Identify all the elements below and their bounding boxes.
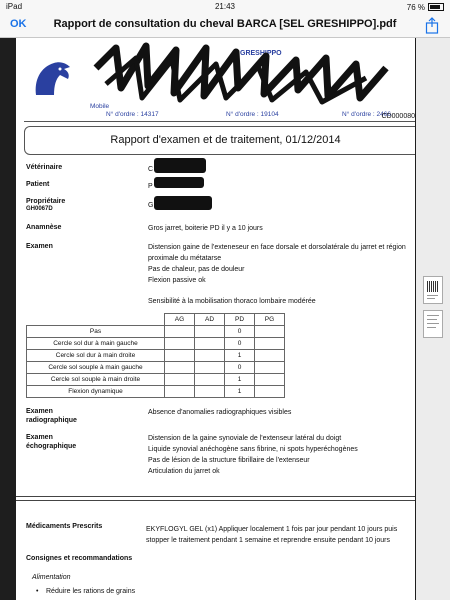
share-icon[interactable] (423, 16, 441, 34)
status-bar (0, 0, 450, 13)
page-thumbnail-2[interactable] (423, 310, 443, 338)
document-id: CD000080 (381, 113, 415, 120)
header-ordre-3: N° d'ordre : 2466 (342, 111, 392, 118)
lameness-table (26, 313, 285, 398)
page-thumbnails (416, 38, 450, 600)
table-row (27, 338, 285, 350)
row-label: Cercle sol dur à main gauche (27, 338, 165, 350)
clinic-name: GRESHIPPO (240, 50, 282, 57)
battery-percent: 76 % (406, 3, 425, 12)
table-cell (165, 374, 195, 386)
row-label: Cercle sol souple à main gauche (27, 362, 165, 374)
row-label: Cercle sol souple à main droite (27, 374, 165, 386)
table-cell (165, 362, 195, 374)
column-header: AD (195, 314, 225, 326)
table-cell (195, 386, 225, 398)
column-header: PD (225, 314, 255, 326)
meds-value: EKYFLOGYL GEL (x1) Appliquer localement 1 fois par jour pendant 10 jours puis stopper le traitement pendant 1 semaine et reprendre ensuite pendant 10 jours (146, 526, 398, 544)
row-label: Flexion dynamique (27, 386, 165, 398)
device-label: iPad (6, 2, 23, 11)
table-cell (255, 374, 285, 386)
row-label: Pas (27, 326, 165, 338)
page-thumbnail-1[interactable] (423, 276, 443, 304)
page-break-divider (16, 496, 415, 497)
header-mobile: Mobile (90, 103, 110, 110)
header-ordre-1: N° d'ordre : 14317 (106, 111, 159, 118)
examen-line: Distension gaine de l'exteneseur en face dorsale et dorsolatérale du jarret et région (148, 244, 406, 251)
thumbnail-line (427, 298, 435, 299)
header-divider (24, 121, 415, 122)
examen-line: Flexion passive ok (148, 277, 206, 284)
table-row (27, 374, 285, 386)
table-row (27, 386, 285, 398)
page-break-divider (16, 500, 415, 501)
redaction-block (154, 177, 204, 188)
echo-line: Liquide synovial anéchogène sans fibrine, ni spots hyperéchogènes (148, 446, 358, 453)
proprietaire-label: Propriétaire (26, 198, 66, 205)
table-cell (195, 350, 225, 362)
table-row (27, 326, 285, 338)
table-cell: 0 (225, 326, 255, 338)
table-corner (27, 314, 165, 326)
qr-code-icon (427, 281, 438, 292)
echo-line: Articulation du jarret ok (148, 468, 220, 475)
table-cell (255, 338, 285, 350)
veterinaire-label: Vétérinaire (26, 164, 63, 171)
table-cell (195, 362, 225, 374)
consignes-label: Consignes et recommandations (26, 555, 133, 562)
thumbnail-line (427, 327, 436, 328)
table-cell: 1 (225, 350, 255, 362)
redaction-block (154, 196, 212, 210)
echo-line: Pas de lésion de la structure fibrillaire de l'extenseur (148, 457, 310, 464)
table-cell (255, 386, 285, 398)
meds-label: Médicaments Prescrits (26, 523, 103, 530)
table-cell (255, 350, 285, 362)
pdf-page (16, 38, 415, 600)
battery-icon (428, 3, 444, 11)
table-cell: 1 (225, 386, 255, 398)
thumbnail-line (427, 319, 437, 320)
navigation-bar (0, 13, 450, 38)
header-ordre-2: N° d'ordre : 19104 (226, 111, 279, 118)
table-cell: 1 (225, 374, 255, 386)
row-label: Cercle sol dur à main droite (27, 350, 165, 362)
patient-label: Patient (26, 181, 50, 188)
redaction-scribble (76, 38, 406, 118)
table-cell (255, 362, 285, 374)
report-title: Rapport d'examen et de traitement, 01/12/2014 (24, 126, 415, 155)
proprietaire-value: G (148, 202, 154, 209)
anamnese-label: Anamnèse (26, 224, 62, 231)
table-cell (165, 326, 195, 338)
pdf-viewer[interactable] (0, 38, 450, 600)
alimentation-label: Alimentation (32, 574, 71, 581)
anamnese-value: Gros jarret, boiterie PD il y a 10 jours (148, 225, 263, 232)
table-row (27, 362, 285, 374)
echo-line: Distension de la gaine synoviale de l'extenseur latéral du doigt (148, 435, 342, 442)
clock: 21:43 (214, 2, 236, 11)
examen-label: Examen (26, 243, 53, 250)
table-header-row (27, 314, 285, 326)
examen-line: Sensibilité à la mobilisation thoraco lombaire modérée (148, 298, 316, 305)
echo-label: Examen (26, 434, 53, 441)
echo-label-2: échographique (26, 443, 77, 450)
patient-value: P (148, 183, 153, 190)
column-header: PG (255, 314, 285, 326)
table-cell (255, 326, 285, 338)
thumbnail-line (427, 323, 439, 324)
table-cell (195, 374, 225, 386)
table-cell (165, 350, 195, 362)
veterinaire-value: C (148, 166, 154, 173)
table-cell: 0 (225, 362, 255, 374)
table-cell: 0 (225, 338, 255, 350)
ok-button[interactable]: OK (10, 18, 27, 30)
radio-label: Examen (26, 408, 53, 415)
table-cell (195, 326, 225, 338)
thumbnail-line (427, 295, 438, 296)
thumbnail-line (427, 315, 439, 316)
examen-line: proximale du métatarse (148, 255, 222, 262)
horse-logo-icon (30, 55, 76, 99)
battery-status (407, 2, 444, 12)
examen-line: Pas de chaleur, pas de douleur (148, 266, 245, 273)
table-cell (165, 338, 195, 350)
radio-value: Absence d'anomalies radiographiques visibles (148, 409, 292, 416)
bullet-item: • Réduire les rations de grains (46, 588, 135, 595)
table-row (27, 350, 285, 362)
radio-label-2: radiographique (26, 417, 77, 424)
document-title: Rapport de consultation du cheval BARCA [SEL GRESHIPPO].pdf (53, 18, 397, 30)
table-cell (165, 386, 195, 398)
redaction-block (154, 158, 206, 173)
table-cell (195, 338, 225, 350)
proprietaire-code: GH0067D (26, 206, 53, 212)
column-header: AG (165, 314, 195, 326)
